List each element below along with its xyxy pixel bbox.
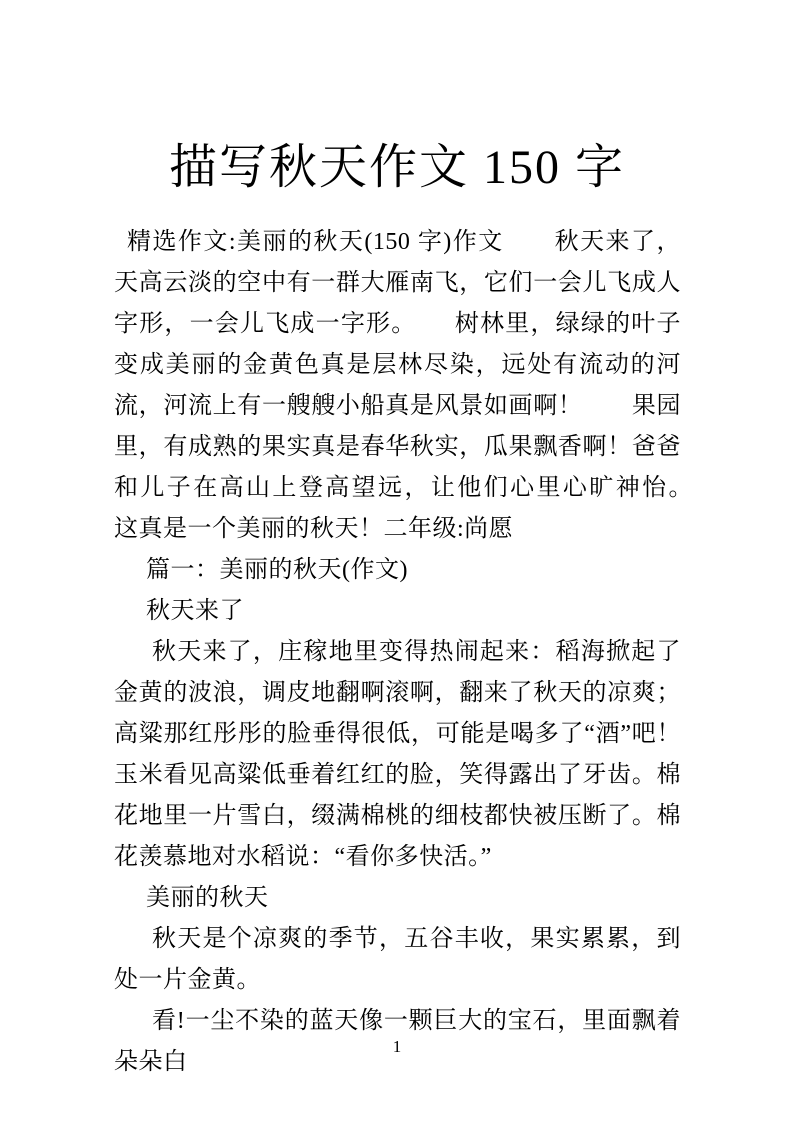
page-number: 1: [392, 1037, 402, 1056]
subheading-part-one: 篇一：美丽的秋天(作文): [146, 557, 408, 583]
subheading-beautiful-autumn: 美丽的秋天: [146, 885, 269, 911]
subheading-autumn-has-come: 秋天来了: [146, 598, 244, 624]
paragraph-cool-season: 秋天是个凉爽的季节，五谷丰收，果实累累，到处一片金黄。: [114, 926, 681, 993]
paragraph-featured-essay-intro: 精选作文:美丽的秋天(150 字)作文 秋天来了，天高云淡的空中有一群大雁南飞，它们一会儿飞成人字形，一会儿飞成一字形。 树林里，绿绿的叶子变成美丽的金黄色真是层林尽染，远处有流动的河流，河流上有一艘艘小船真是风景如画啊！ 果园里，有成熟的果实真是春华秋实，瓜果飘香啊！爸爸和儿子在高山上登高望远，让他们心里心旷神怡。 这真是一个美丽的秋天！二年级:尚愿: [114, 229, 706, 542]
document-body: [114, 222, 706, 1083]
paragraph-blue-sky-cutoff: 看!一尘不染的蓝天像一颗巨大的宝石，里面飘着朵朵白: [114, 1008, 681, 1075]
document-title: 描写秋天作文 150 字: [168, 141, 625, 194]
paragraph-autumn-has-come: 秋天来了，庄稼地里变得热闹起来：稻海掀起了金黄的波浪，调皮地翻啊滚啊，翻来了秋天的凉爽；高粱那红彤彤的脸垂得很低，可能是喝多了“酒”吧！玉米看见高粱低垂着红红的脸，笑得露出了牙齿。棉花地里一片雪白，缀满棉桃的细枝都快被压断了。棉花羡慕地对水稻说：“看你多快活。”: [114, 639, 681, 870]
